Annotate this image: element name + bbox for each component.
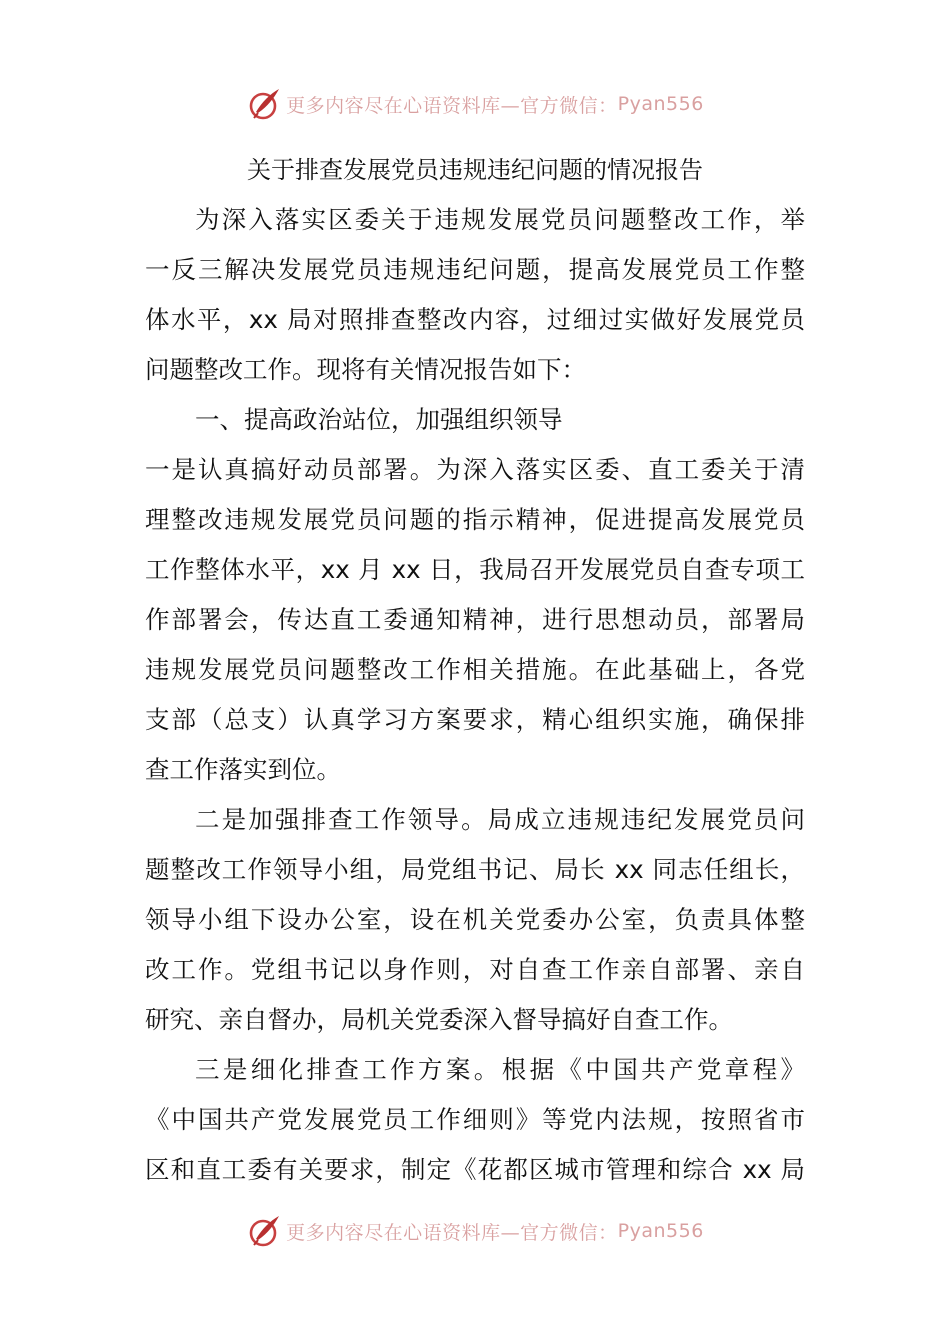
watermark-text: 更多内容尽在心语资料库—官方微信：: [286, 1221, 618, 1244]
watermark-footer: [0, 1209, 950, 1253]
feather-pen-logo-icon: [246, 86, 282, 122]
watermark-text: 更多内容尽在心语资料库—官方微信：: [286, 94, 618, 117]
paragraph-line: 题整改工作领导小组，局党组书记、局长 xx 同志任组长，: [145, 855, 805, 884]
section-heading: 一、提高政治站位，加强组织领导: [195, 405, 563, 434]
paragraph-line: 作部署会，传达直工委通知精神，进行思想动员，部署局: [145, 605, 805, 634]
paragraph-line: 查工作落实到位。: [145, 755, 341, 784]
paragraph-line: 二是加强排查工作领导。局成立违规违纪发展党员问: [195, 805, 805, 834]
paragraph-line: 三是细化排查工作方案。根据《中国共产党章程》: [195, 1055, 805, 1084]
paragraph-line: 一反三解决发展党员违规违纪问题，提高发展党员工作整: [145, 255, 805, 284]
feather-pen-logo-icon: [246, 1213, 282, 1249]
watermark-wechat-id: Pyan556: [617, 1220, 704, 1242]
paragraph-line: 理整改违规发展党员问题的指示精神，促进提高发展党员: [145, 505, 805, 534]
paragraph-line: 一是认真搞好动员部署。为深入落实区委、直工委关于清: [145, 455, 805, 484]
paragraph-line: 《中国共产党发展党员工作细则》等党内法规，按照省市: [145, 1105, 805, 1134]
paragraph-line: 违规发展党员问题整改工作相关措施。在此基础上，各党: [145, 655, 805, 684]
paragraph-line: 改工作。党组书记以身作则，对自查工作亲自部署、亲自: [145, 955, 805, 984]
paragraph-line: 工作整体水平，xx 月 xx 日，我局召开发展党员自查专项工: [145, 555, 805, 584]
paragraph-line: 区和直工委有关要求，制定《花都区城市管理和综合 xx 局: [145, 1155, 805, 1184]
paragraph-line: 为深入落实区委关于违规发展党员问题整改工作，举: [195, 205, 805, 234]
paragraph-line: 研究、亲自督办，局机关党委深入督导搞好自查工作。: [145, 1005, 733, 1034]
paragraph-line: 问题整改工作。现将有关情况报告如下：: [145, 355, 586, 384]
document-title: 关于排查发展党员违规违纪问题的情况报告: [247, 156, 703, 184]
paragraph-line: 支部（总支）认真学习方案要求，精心组织实施，确保排: [145, 705, 805, 734]
watermark-header: [0, 82, 950, 126]
watermark-wechat-id: Pyan556: [617, 93, 704, 115]
paragraph-line: 领导小组下设办公室，设在机关党委办公室，负责具体整: [145, 905, 805, 934]
paragraph-line: 体水平，xx 局对照排查整改内容，过细过实做好发展党员: [145, 305, 805, 334]
